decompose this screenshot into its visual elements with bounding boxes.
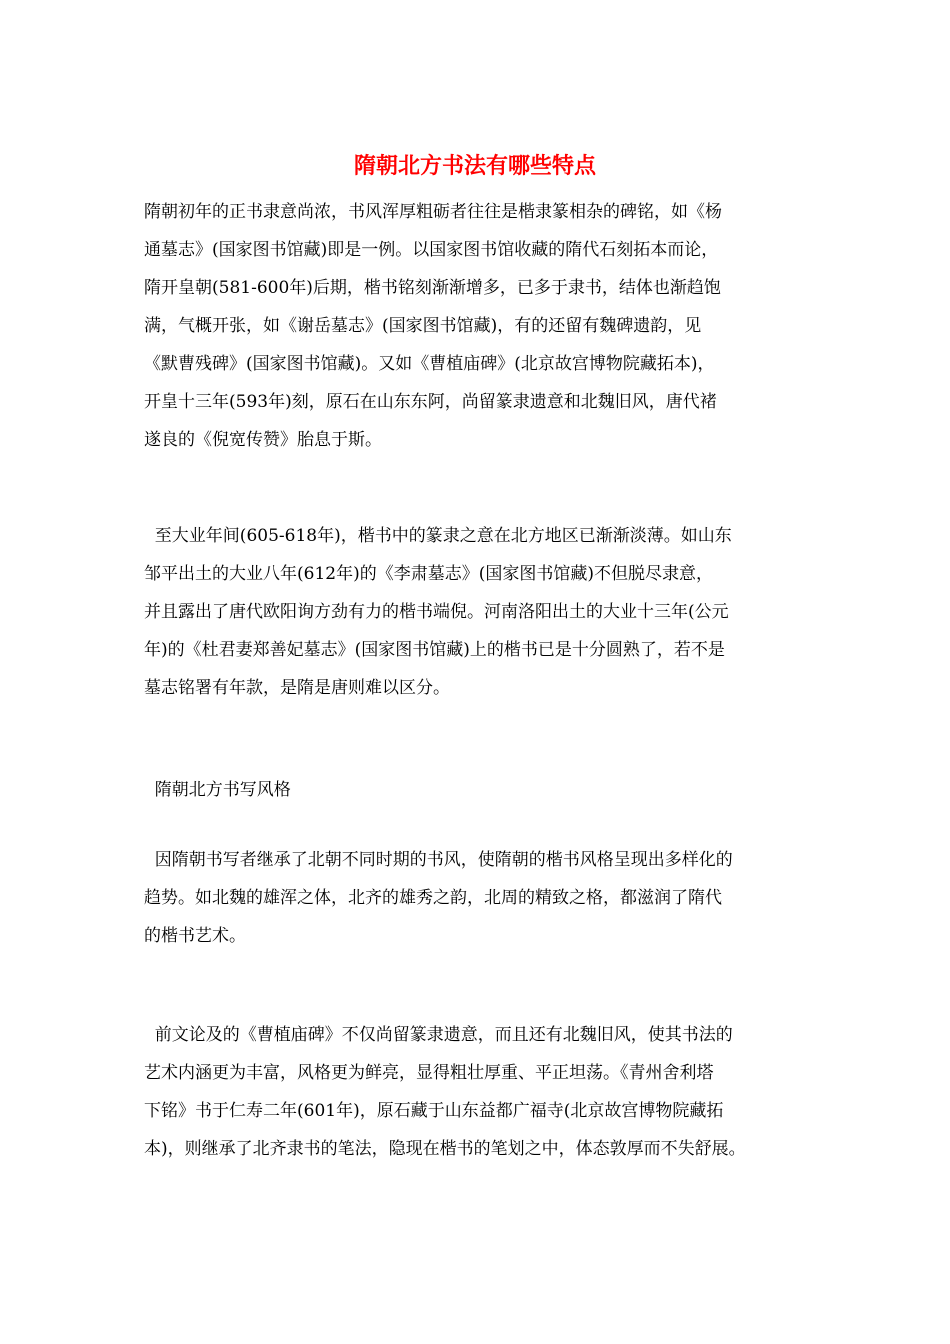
paragraph-line: 墓志铭署有年款，是隋是唐则难以区分。 xyxy=(144,678,450,698)
paragraph-line: 并且露出了唐代欧阳询方劲有力的楷书端倪。河南洛阳出土的大业十三年(公元 xyxy=(144,602,729,622)
paragraph-line: 隋开皇朝(581-600年)后期，楷书铭刻渐渐增多，已多于隶书，结体也渐趋饱 xyxy=(144,278,721,298)
document-title: 隋朝北方书法有哪些特点 xyxy=(353,153,596,179)
paragraph-line: 的楷书艺术。 xyxy=(144,926,246,946)
paragraph-line: 《默曹残碑》(国家图书馆藏)。又如《曹植庙碑》(北京故宫博物院藏拓本)， xyxy=(144,354,715,374)
paragraph-line: 前文论及的《曹植庙碑》不仅尚留篆隶遗意，而且还有北魏旧风，使其书法的 xyxy=(144,1025,733,1045)
paragraph-line: 年)的《杜君妻郑善妃墓志》(国家图书馆藏)上的楷书已是十分圆熟了，若不是 xyxy=(144,640,725,660)
paragraph-4 xyxy=(144,1016,824,1168)
paragraph-line: 艺术内涵更为丰富，风格更为鲜亮，显得粗壮厚重、平正坦荡。《青州舍利塔 xyxy=(144,1063,714,1083)
paragraph-line: 趋势。如北魏的雄浑之体，北齐的雄秀之韵，北周的精致之格，都滋润了隋代 xyxy=(144,888,722,908)
paragraph-line: 遂良的《倪宽传赞》胎息于斯。 xyxy=(144,430,382,450)
paragraph-line: 本)，则继承了北齐隶书的笔法，隐现在楷书的笔划之中，体态敦厚而不失舒展。 xyxy=(144,1139,746,1159)
paragraph-line: 满，气概开张，如《谢岳墓志》(国家图书馆藏)，有的还留有魏碑遗韵，见 xyxy=(144,316,702,336)
paragraph-line: 邹平出土的大业八年(612年)的《李肃墓志》(国家图书馆藏)不但脱尽隶意， xyxy=(144,564,713,584)
paragraph-3 xyxy=(144,841,824,955)
paragraph-1 xyxy=(144,193,824,459)
paragraph-line: 因隋朝书写者继承了北朝不同时期的书风，使隋朝的楷书风格呈现出多样化的 xyxy=(144,850,733,870)
paragraph-2 xyxy=(144,517,824,707)
paragraph-line: 通墓志》(国家图书馆藏)即是一例。以国家图书馆收藏的隋代石刻拓本而论， xyxy=(144,240,719,260)
paragraph-line: 至大业年间(605-618年)，楷书中的篆隶之意在北方地区已渐渐淡薄。如山东 xyxy=(144,526,732,546)
paragraph-line: 下铭》书于仁寿二年(601年)，原石藏于山东益都广福寺(北京故宫博物院藏拓 xyxy=(144,1101,724,1121)
paragraph-line: 隋朝初年的正书隶意尚浓，书风浑厚粗砺者往往是楷隶篆相杂的碑铭，如《杨 xyxy=(144,202,722,222)
paragraph-line: 开皇十三年(593年)刻，原石在山东东阿，尚留篆隶遗意和北魏旧风，唐代褚 xyxy=(144,392,717,412)
section-heading xyxy=(144,771,824,809)
section-heading-text: 隋朝北方书写风格 xyxy=(144,780,291,800)
